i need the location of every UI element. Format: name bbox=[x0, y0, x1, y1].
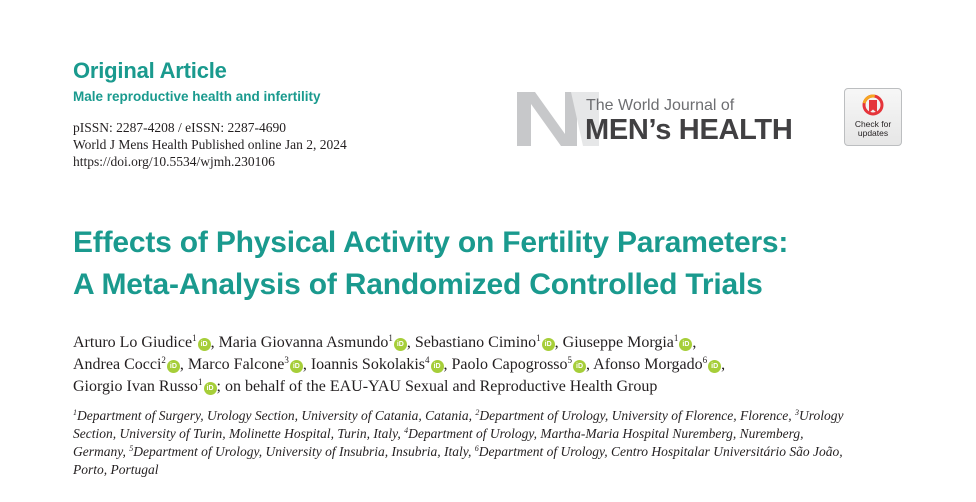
article-subject: Male reproductive health and infertility bbox=[73, 89, 321, 104]
affiliation-line: Section, University of Turin, Molinette Hospital, Turin, Italy, $^4$Department of Urology, Martha-Maria Hospital Nuremberg, Nuremberg, bbox=[73, 426, 804, 441]
author-line bbox=[73, 354, 913, 376]
journal-name-line1: The World Journal of bbox=[586, 97, 735, 114]
author-list bbox=[73, 332, 913, 398]
orcid-icon[interactable]: iD bbox=[573, 360, 586, 373]
orcid-icon[interactable]: iD bbox=[431, 360, 444, 373]
issn-line: pISSN: 2287-4208 / eISSN: 2287-4690 bbox=[73, 120, 287, 135]
affiliations bbox=[73, 407, 903, 479]
author: Sebastiano Cimino$^1$iD , bbox=[414, 333, 563, 351]
check-updates-line2: updates bbox=[857, 128, 889, 138]
check-updates-icon bbox=[862, 94, 884, 118]
affiliation-line: $^1$Department of Surgery, Urology Section, University of Catania, Catania, $^2$Department of Urology, University of Florence, Florence, $^3$Urology bbox=[73, 408, 844, 423]
journal-logo bbox=[517, 88, 832, 150]
article-type: Original Article bbox=[73, 58, 227, 83]
author: Ioannis Sokolakis$^4$iD , bbox=[310, 355, 452, 373]
orcid-icon[interactable]: iD bbox=[679, 338, 692, 351]
journal-name-line2: MEN’s HEALTH bbox=[585, 114, 793, 146]
check-updates-line1: Check for bbox=[854, 119, 892, 129]
title-line2: A Meta-Analysis of Randomized Controlled Trials bbox=[73, 268, 763, 301]
orcid-icon[interactable]: iD bbox=[394, 338, 407, 351]
author: Andrea Cocci$^2$iD , bbox=[73, 355, 188, 373]
author-line bbox=[73, 332, 913, 354]
affiliation-line: Porto, Portugal bbox=[73, 462, 159, 477]
orcid-icon[interactable]: iD bbox=[204, 382, 217, 395]
paper-title bbox=[73, 222, 953, 306]
title-line1: Effects of Physical Activity on Fertility Parameters: bbox=[73, 226, 789, 259]
orcid-icon[interactable]: iD bbox=[198, 338, 211, 351]
orcid-icon[interactable]: iD bbox=[290, 360, 303, 373]
orcid-icon[interactable]: iD bbox=[167, 360, 180, 373]
author: Giuseppe Morgia$^1$iD , bbox=[562, 333, 697, 351]
author: Giorgio Ivan Russo$^1$iD ; on behalf of the EAU-YAU Sexual and Reproductive Health Group bbox=[73, 377, 658, 395]
orcid-icon[interactable]: iD bbox=[542, 338, 555, 351]
author: Arturo Lo Giudice$^1$iD , bbox=[73, 333, 219, 351]
doi-link[interactable]: https://doi.org/10.5534/wjmh.230106 bbox=[73, 154, 275, 169]
author-line bbox=[73, 376, 913, 398]
author: Afonso Morgado$^6$iD , bbox=[593, 355, 726, 373]
author: Marco Falcone$^3$iD , bbox=[187, 355, 311, 373]
publication-info: World J Mens Health Published online Jan 2, 2024 bbox=[73, 137, 347, 152]
affiliation-line: Germany, $^5$Department of Urology, University of Insubria, Insubria, Italy, $^6$Department of Urology, Centro Hospitalar Universitário São João, bbox=[73, 444, 843, 459]
author: Paolo Capogrosso$^5$iD , bbox=[451, 355, 594, 373]
check-updates-label bbox=[845, 120, 901, 138]
author: Maria Giovanna Asmundo$^1$iD , bbox=[218, 333, 415, 351]
orcid-icon[interactable]: iD bbox=[708, 360, 721, 373]
check-for-updates-badge[interactable] bbox=[844, 88, 902, 146]
